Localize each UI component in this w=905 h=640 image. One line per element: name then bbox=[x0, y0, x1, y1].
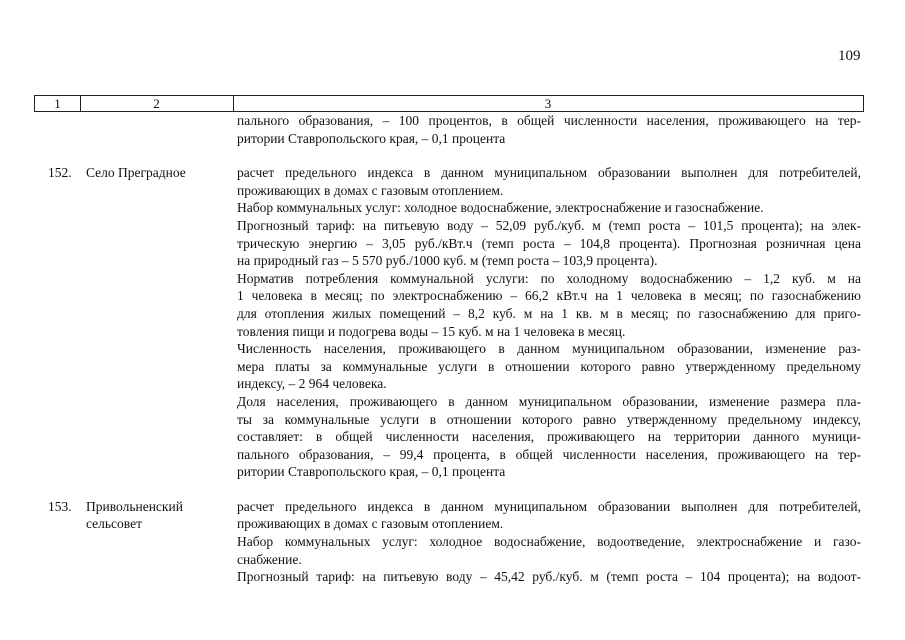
table-row-153 bbox=[0, 498, 905, 586]
text-line: расчет предельного индекса в данном муниципальном образовании выполнен для потребителей, bbox=[237, 498, 861, 514]
text-line: ритории Ставропольского края, – 0,1 процента bbox=[237, 130, 506, 146]
name-line: Село Преградное bbox=[86, 165, 186, 181]
text-line: на природный газ – 5 570 руб./1000 куб. м (темп роста – 103,9 процента). bbox=[237, 253, 658, 269]
text-line: Прогнозный тариф: на питьевую воду – 52,09 руб./куб. м (темп роста – 101,5 процента); на элек- bbox=[237, 217, 861, 233]
row-description bbox=[237, 498, 861, 586]
text-line: пального образования, – 100 процентов, в общей численности населения, проживающего на тер- bbox=[237, 113, 861, 128]
table-body bbox=[0, 112, 905, 586]
continuation-row bbox=[0, 112, 905, 147]
text-line: индексу, – 2 964 человека. bbox=[237, 376, 387, 392]
municipality-name bbox=[86, 164, 231, 182]
text-line: проживающих в домах с газовым отоплением. bbox=[237, 516, 504, 532]
table-row-152 bbox=[0, 164, 905, 481]
table-header bbox=[34, 95, 864, 112]
text-line: ты за коммунальные услуги в отношении которого равно утвержденному предельному индексу, bbox=[237, 411, 861, 427]
column-1-header: 1 bbox=[35, 96, 81, 111]
continuation-text bbox=[237, 112, 861, 147]
row-number: 152. bbox=[48, 165, 72, 181]
text-line: Прогнозный тариф: на питьевую воду – 45,42 руб./куб. м (темп роста – 104 процента); на водоот- bbox=[237, 569, 861, 585]
text-line: проживающих в домах с газовым отоплением. bbox=[237, 182, 504, 198]
row-number: 153. bbox=[48, 498, 72, 514]
text-line: снабжение. bbox=[237, 551, 302, 567]
text-line: пального образования, – 99,4 процента, в общей численности населения, проживающего на тер- bbox=[237, 446, 861, 462]
text-line: трическую энергию – 3,05 руб./кВт.ч (темп роста – 104,8 процента). Прогнозная розничная цена bbox=[237, 235, 861, 251]
column-2-header: 2 bbox=[80, 96, 234, 111]
text-line: мера платы за коммунальные услуги в отношении которого равно утвержденному предельному bbox=[237, 358, 861, 374]
text-line: составляет: в общей численности населения, проживающего на территории данного муници- bbox=[237, 429, 861, 445]
text-line: Численность населения, проживающего в данном муниципальном образовании, изменение раз- bbox=[237, 341, 861, 357]
text-line: для отопления жилых помещений – 8,2 куб. м на 1 кв. м в месяц; по газоснабжению для приго- bbox=[237, 305, 861, 321]
text-line: 1 человека в месяц; по электроснабжению – 66,2 кВт.ч на 1 человека в месяц; по газоснабжению bbox=[237, 288, 861, 304]
text-line: Норматив потребления коммунальной услуги: по холодному водоснабжению – 1,2 куб. м на bbox=[237, 270, 861, 286]
name-line: сельсовет bbox=[86, 516, 142, 532]
name-line: Привольненский bbox=[86, 498, 183, 514]
text-line: ритории Ставропольского края, – 0,1 процента bbox=[237, 464, 506, 480]
text-line: расчет предельного индекса в данном муниципальном образовании выполнен для потребителей, bbox=[237, 165, 861, 181]
text-line: Набор коммунальных услуг: холодное водоснабжение, водоотведение, электроснабжение и газо- bbox=[237, 534, 861, 550]
text-line: Набор коммунальных услуг: холодное водоснабжение, электроснабжение и газоснабжение. bbox=[237, 200, 764, 216]
text-line: Доля населения, проживающего в данном муниципальном образовании, изменение размера пла- bbox=[237, 393, 861, 409]
text-line: товления пищи и подогрева воды – 15 куб. м на 1 человека в месяц. bbox=[237, 323, 626, 339]
row-description bbox=[237, 164, 861, 481]
municipality-name bbox=[86, 498, 231, 533]
column-3-header: 3 bbox=[544, 96, 552, 111]
page-number: 109 bbox=[838, 48, 861, 64]
